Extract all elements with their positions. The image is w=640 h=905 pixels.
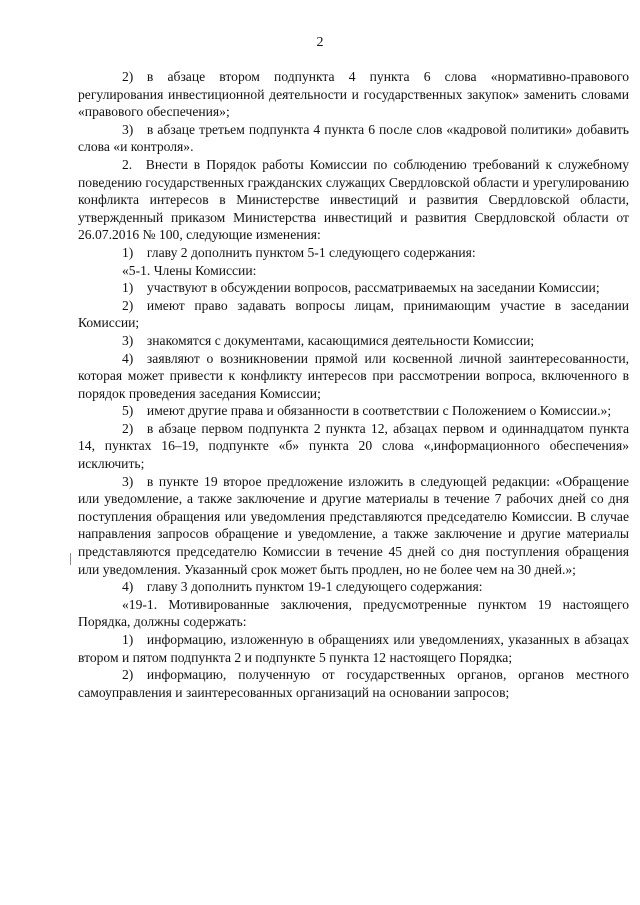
paragraph-item-2: 2) в абзаце втором подпункта 4 пункта 6 слова «нормативно-правового регулирования инвестиционной деятельности и государственных закупок» заменить словами «правового обеспечения»; — [78, 69, 629, 120]
scan-artifact-mark — [70, 553, 71, 565]
paragraph-amendment-3: 3) в пункте 19 второе предложение изложить в следующей редакции: «Обращение или уведомление, а также заключение и другие материалы в течение 7 рабочих дней со дня поступления обращения или уведомления представляются председателю Комиссии. В случае направления запросов обращение и уведомление, а также заключение и другие материалы представляются председателю Комиссии в течение 45 дней со дня поступления обращения или уведомления. Указанный срок может быть продлен, но не более чем на 30 дней.»; — [78, 473, 629, 577]
paragraph-item-3: 3) в абзаце третьем подпункта 4 пункта 6 после слов «кадровой политики» добавить слова «и контроля». — [78, 121, 629, 155]
paragraph-members-right-3: 3) знакомятся с документами, касающимися деятельности Комиссии; — [122, 332, 535, 348]
document-body — [78, 68, 629, 701]
page-number: 2 — [316, 35, 324, 50]
paragraph-section-2: 2. Внести в Порядок работы Комиссии по соблюдению требований к служебному поведению государственных гражданских служащих Свердловской области и урегулированию конфликта интересов в Министерстве инвестиций и развития Свердловской области, утвержденный приказом Министерства инвестиций и развития Свердловской области от 26.07.2016 № 100, следующие изменения: — [78, 156, 629, 243]
paragraph-clause-5-1-heading: «5-1. Члены Комиссии: — [122, 262, 257, 278]
paragraph-members-right-1: 1) участвуют в обсуждении вопросов, рассматриваемых на заседании Комиссии; — [122, 280, 600, 296]
paragraph-conclusion-content-1: 1) информацию, изложенную в обращениях или уведомлениях, указанных в абзацах втором и пятом подпункта 2 и подпункте 5 пункта 12 настоящего Порядка; — [78, 632, 629, 665]
paragraph-amendment-4: 4) главу 3 дополнить пунктом 19-1 следующего содержания: — [122, 579, 483, 595]
paragraph-conclusion-content-2: 2) информацию, полученную от государственных органов, органов местного самоуправления и заинтересованных организаций на основании запросов; — [78, 667, 629, 700]
paragraph-amendment-2: 2) в абзаце первом подпункта 2 пункта 12, абзацах первом и одиннадцатом пункта 14, пунктах 16–19, подпункте «б» пункта 20 слова «,информационного обеспечения» исключить; — [78, 420, 629, 472]
paragraph-amendment-1: 1) главу 2 дополнить пунктом 5-1 следующего содержания: — [122, 244, 476, 260]
paragraph-members-right-4: 4) заявляют о возникновении прямой или косвенной личной заинтересованности, которая может привести к конфликту интересов при рассмотрении вопроса, включенного в порядок проведения заседания Комиссии; — [78, 350, 629, 401]
paragraph-members-right-2: 2) имеют право задавать вопросы лицам, принимающим участие в заседании Комиссии; — [78, 297, 629, 331]
paragraph-members-right-5: 5) имеют другие права и обязанности в соответствии с Положением о Комиссии.»; — [122, 403, 612, 419]
paragraph-clause-19-1-heading: «19-1. Мотивированные заключения, предусмотренные пунктом 19 настоящего Порядка, должны содержать: — [78, 596, 629, 630]
